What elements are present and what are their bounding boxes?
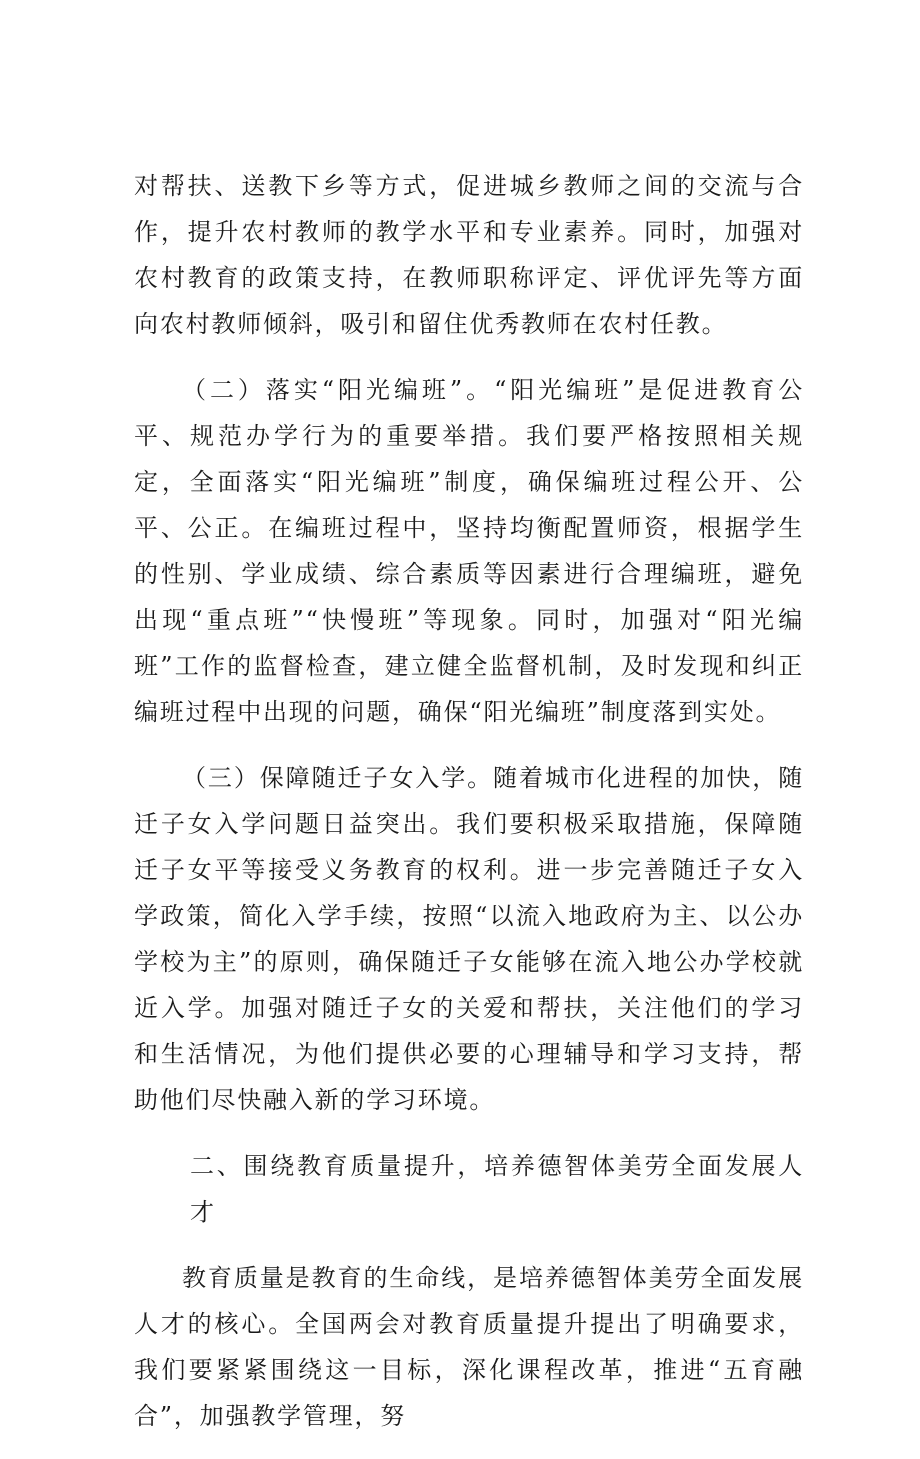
document-body: [134, 163, 804, 1459]
paragraph-continuation: 对帮扶、送教下乡等方式，促进城乡教师之间的交流与合作，提升农村教师的教学水平和专业素养。同时，加强对农村教育的政策支持，在教师职称评定、评优评先等方面向农村教师倾斜，吸引和留住优秀教师在农村任教。: [134, 172, 804, 338]
section-heading: 二、围绕教育质量提升，培养德智体美劳全面发展人才: [190, 1152, 804, 1226]
paragraph-education-quality: 教育质量是教育的生命线，是培养德智体美劳全面发展人才的核心。全国两会对教育质量提升提出了明确要求，我们要紧紧围绕这一目标，深化课程改革，推进“五育融合”，加强教学管理，努: [134, 1264, 804, 1430]
paragraph-sunshine-class: （二）落实“阳光编班”。“阳光编班”是促进教育公平、规范办学行为的重要举措。我们要严格按照相关规定，全面落实“阳光编班”制度，确保编班过程公开、公平、公正。在编班过程中，坚持均衡配置师资，根据学生的性别、学业成绩、综合素质等因素进行合理编班，避免出现“重点班”“快慢班”等现象。同时，加强对“阳光编班”工作的监督检查，建立健全监督机制，及时发现和纠正编班过程中出现的问题，确保“阳光编班”制度落到实处。: [134, 376, 804, 726]
paragraph-migrant-children: （三）保障随迁子女入学。随着城市化进程的加快，随迁子女入学问题日益突出。我们要积极采取措施，保障随迁子女平等接受义务教育的权利。进一步完善随迁子女入学政策，简化入学手续，按照“以流入地政府为主、以公办学校为主”的原则，确保随迁子女能够在流入地公办学校就近入学。加强对随迁子女的关爱和帮扶，关注他们的学习和生活情况，为他们提供必要的心理辅导和学习支持，帮助他们尽快融入新的学习环境。: [134, 764, 804, 1114]
